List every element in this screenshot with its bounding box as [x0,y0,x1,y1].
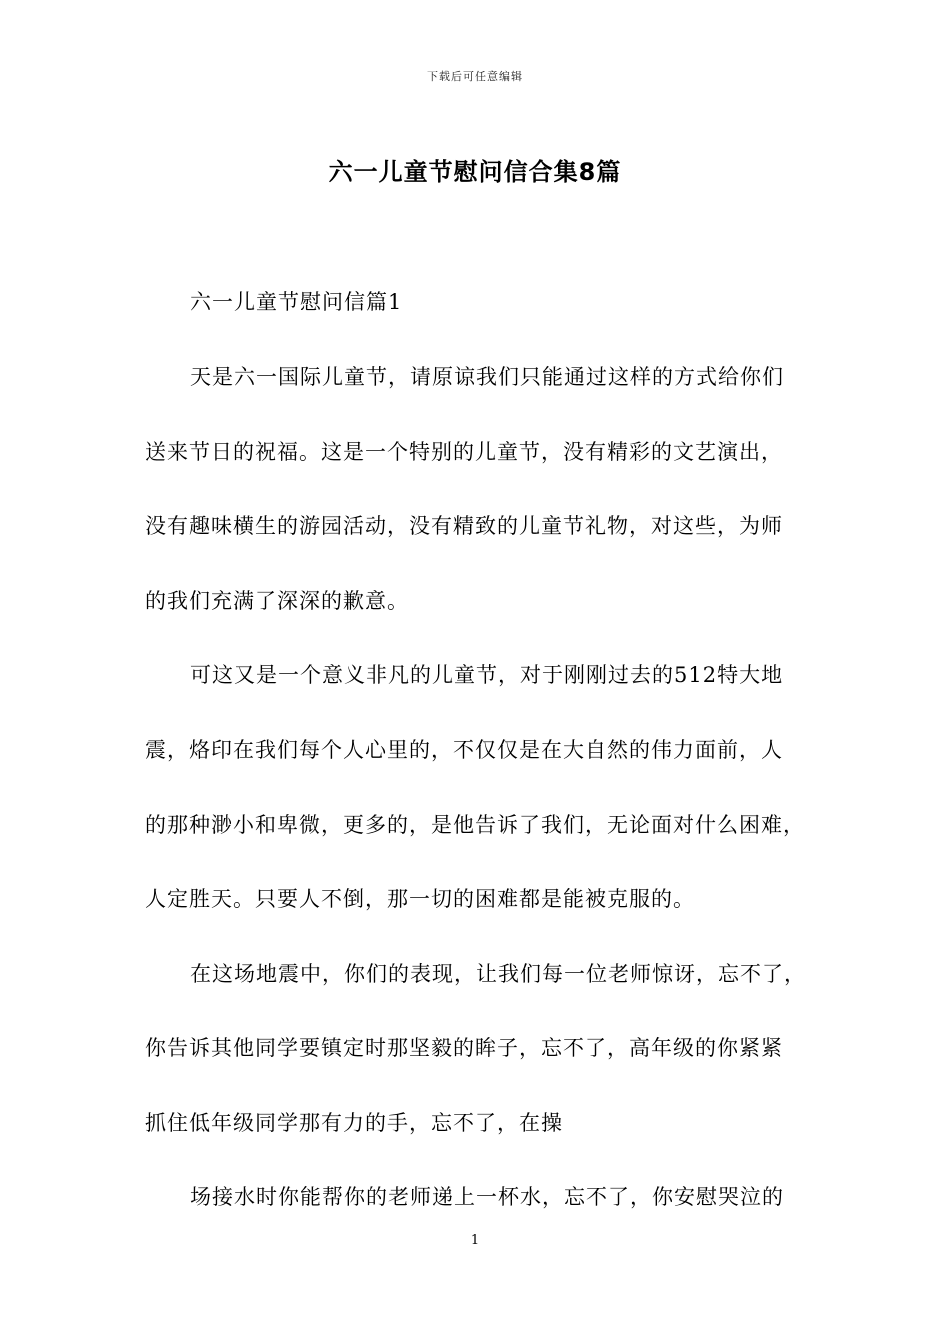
paragraph-line: 人定胜天。只要人不倒，那一切的困难都是能被克服的。 [145,887,695,911]
paragraph-line: 的那种渺小和卑微，更多的，是他告诉了我们，无论面对什么困难， [145,813,805,837]
paragraph-line: 抓住低年级同学那有力的手，忘不了，在操 [145,1111,563,1135]
header-note: 下载后可任意编辑 [427,70,523,83]
paragraph-line: 送来节日的祝福。这是一个特别的儿童节，没有精彩的文艺演出， [145,440,783,464]
page-number: 1 [470,1233,480,1248]
paragraph-line: 没有趣味横生的游园活动，没有精致的儿童节礼物，对这些，为师 [145,514,783,538]
paragraph-line: 震，烙印在我们每个人心里的，不仅仅是在大自然的伟力面前，人 [145,738,783,762]
paragraph-line: 场接水时你能帮你的老师递上一杯水，忘不了，你安慰哭泣的 [190,1185,784,1209]
paragraph-line: 可这又是一个意义非凡的儿童节，对于刚刚过去的512特大地 [190,663,784,687]
paragraph-line: 的我们充满了深深的歉意。 [145,589,409,613]
section-heading: 六一儿童节慰问信篇1 [190,290,403,314]
document-title: 六一儿童节慰问信合集8篇 [328,158,622,186]
paragraph-line: 你告诉其他同学要镇定时那坚毅的眸子，忘不了，高年级的你紧紧 [145,1036,783,1060]
paragraph-line: 天是六一国际儿童节，请原谅我们只能通过这样的方式给你们 [190,365,784,389]
paragraph-line: 在这场地震中，你们的表现，让我们每一位老师惊讶，忘不了， [190,962,806,986]
